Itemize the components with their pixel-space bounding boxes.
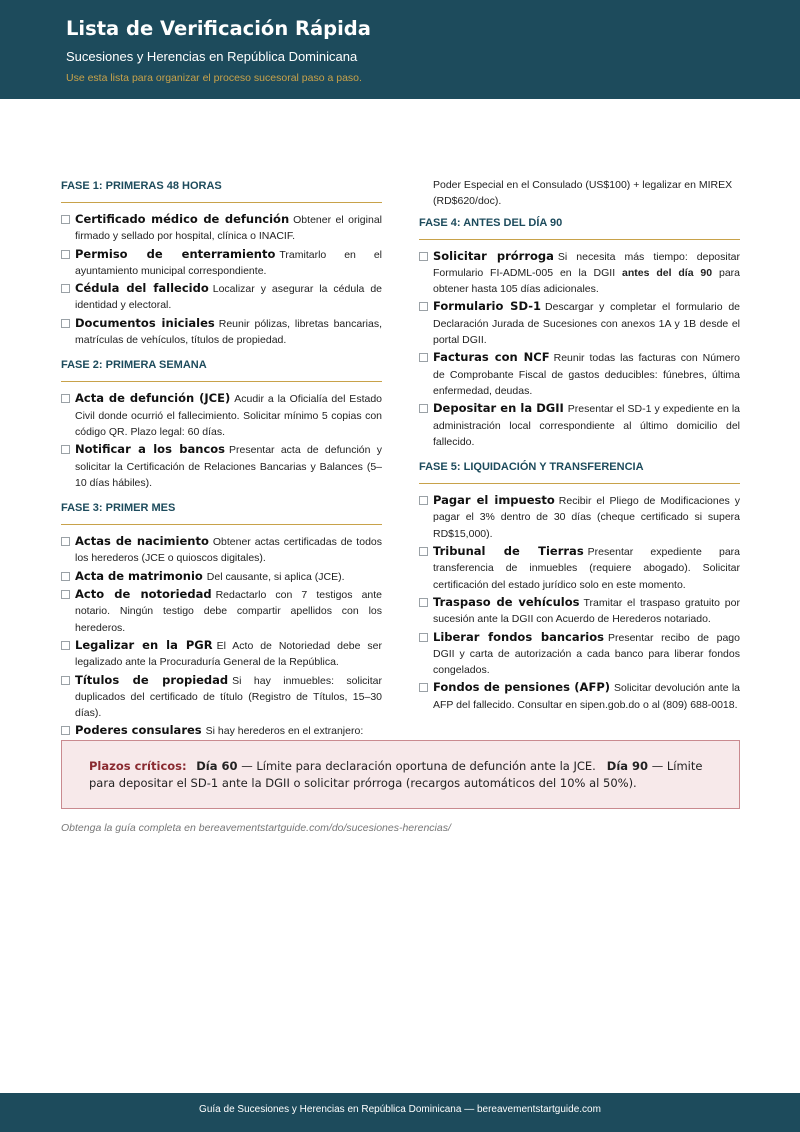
guide-link-note: Obtenga la guía completa en bereavementstartguide.com/do/sucesiones-herencias/ <box>61 822 451 834</box>
checklist-item <box>61 390 382 440</box>
checklist-item <box>419 594 740 628</box>
item-title: Pagar el impuesto <box>433 493 555 508</box>
checklist-item <box>61 315 382 349</box>
item-title: Liberar fondos bancarios <box>433 629 604 644</box>
item-description: Tramitar el traspaso gratuito por sucesión ante la DGII con Acuerdo de Herederos notariado. <box>433 596 740 626</box>
checklist-item <box>61 586 382 636</box>
checklist-item <box>61 533 382 567</box>
checkbox-icon[interactable] <box>419 496 428 505</box>
item-title: Títulos de propiedad <box>75 672 229 687</box>
item-description: Recibir el Pliego de Modificaciones y pagar el 3% dentro de 30 días (cheque certificado si supera RD$15,000). <box>433 495 741 540</box>
checklist-item <box>61 280 382 314</box>
checklist-item <box>419 298 740 348</box>
phase-1-heading: FASE 1: PRIMERAS 48 HORAS <box>61 177 382 203</box>
checklist-item <box>61 441 382 491</box>
phase-2-heading: FASE 2: PRIMERA SEMANA <box>61 356 382 382</box>
item-description: Localizar y asegurar la cédula de identidad y electoral. <box>75 283 382 312</box>
checkbox-icon[interactable] <box>419 547 428 556</box>
phase-3-heading: FASE 3: PRIMER MES <box>61 499 382 525</box>
item-description: Presentar acta de defunción y solicitar la Certificación de Relaciones Bancarias y Balances (5–10 días hábiles). <box>75 444 382 489</box>
checkbox-icon[interactable] <box>61 590 70 599</box>
checklist-item <box>419 679 740 713</box>
critical-label: Plazos críticos: <box>89 759 187 773</box>
item-title: Tribunal de Tierras <box>433 544 584 559</box>
checkbox-icon[interactable] <box>419 302 428 311</box>
checkbox-icon[interactable] <box>419 404 428 413</box>
item-title: Poderes consulares <box>75 723 202 738</box>
item-description: Obtener actas certificadas de todos los herederos (JCE o quioscos digitales). <box>75 536 382 565</box>
checkbox-icon[interactable] <box>61 676 70 685</box>
checkbox-icon[interactable] <box>61 726 70 735</box>
item-description: Tramitarlo en el ayuntamiento municipal correspondiente. <box>75 248 382 277</box>
item-description: Del causante, si aplica (JCE). <box>206 570 345 583</box>
checkbox-icon[interactable] <box>61 572 70 581</box>
checklist-item <box>61 211 382 245</box>
item-description: Si hay inmuebles: solicitar duplicados del certificado de título (Registro de Títulos, 15–30 días). <box>75 674 383 720</box>
deadline-day-60-text: — Límite para declaración oportuna de defunción ante la JCE. <box>241 759 596 773</box>
page-footer: Guía de Sucesiones y Herencias en República Dominicana — bereavementstartguide.com <box>0 1093 800 1132</box>
item-description: Si hay herederos en el extranjero: <box>205 725 364 738</box>
checklist-item <box>61 672 382 722</box>
critical-deadlines-box <box>61 740 740 809</box>
page-subtitle: Sucesiones y Herencias en República Dominicana <box>66 49 358 64</box>
item-description: Reunir pólizas, libretas bancarias, matrículas de vehículos, títulos de propiedad. <box>75 317 383 347</box>
checkbox-icon[interactable] <box>419 598 428 607</box>
item-title: Solicitar prórroga <box>433 248 554 263</box>
checkbox-icon[interactable] <box>419 353 428 362</box>
item-description: Presentar el SD-1 y expediente en la administración local correspondiente al último domicilio del fallecido. <box>433 403 741 448</box>
phase-4-heading: FASE 4: ANTES DEL DÍA 90 <box>419 214 740 240</box>
item-description: Reunir todas las facturas con Número de Comprobante Fiscal de gastos deducibles: fúnebres, última enfermedad, deudas. <box>433 352 740 397</box>
item-title: Actas de nacimiento <box>75 534 209 549</box>
item-description-emphasis: antes del día 90 <box>622 266 713 279</box>
checklist-item <box>61 568 382 585</box>
page-title: Lista de Verificación Rápida <box>66 17 371 40</box>
item-description: Solicitar devolución ante la AFP del fallecido. Consultar en sipen.gob.do o al (809) 688-0018. <box>433 682 740 711</box>
checklist-item <box>419 349 740 399</box>
item-description: El Acto de Notoriedad debe ser legalizado ante la Procuraduría General de la República. <box>75 639 382 669</box>
phase-4-list <box>419 248 740 451</box>
item-title: Depositar en la DGII <box>433 401 564 416</box>
item-description: Acudir a la Oficialía del Estado Civil donde ocurrió el fallecimiento. Solicitar mínimo 5 copias con código QR. Plazo legal: 60 días. <box>75 393 383 438</box>
checklist-item <box>419 543 740 593</box>
checklist-item <box>419 248 740 298</box>
right-column <box>419 177 740 721</box>
item-description: Descargar y completar el formulario de Declaración Jurada de Sucesiones con anexos 1A y 1B desde el portal DGII. <box>433 301 741 347</box>
item-title: Acta de matrimonio <box>75 568 203 583</box>
checklist-item <box>61 246 382 280</box>
checkbox-icon[interactable] <box>419 683 428 692</box>
item-title: Permiso de enterramiento <box>75 246 276 261</box>
item-description: Presentar recibo de pago DGII y carta de autorización a cada banco para liberar fondos congelados. <box>433 631 740 677</box>
item-title: Cédula del fallecido <box>75 281 209 296</box>
deadline-day-90: Día 90 <box>606 759 649 773</box>
checkbox-icon[interactable] <box>61 319 70 328</box>
checklist-item <box>419 492 740 542</box>
deadline-day-90-text: — Límite para depositar el SD-1 ante la DGII o solicitar prórroga (recargos automáticos del 10% al 50%). <box>89 759 703 790</box>
checklist-item <box>61 722 382 739</box>
item-title: Acto de notoriedad <box>75 587 212 602</box>
phase-1-list <box>61 211 382 348</box>
checkbox-icon[interactable] <box>419 252 428 261</box>
checkbox-icon[interactable] <box>61 215 70 224</box>
item-description: Obtener el original firmado y sellado por hospital, clínica o INACIF. <box>75 214 382 243</box>
item-continuation: Poder Especial en el Consulado (US$100) + legalizar en MIREX (RD$620/doc). <box>433 179 733 208</box>
item-title: Facturas con NCF <box>433 350 550 365</box>
checkbox-icon[interactable] <box>61 537 70 546</box>
checkbox-icon[interactable] <box>419 633 428 642</box>
page-header <box>0 0 800 99</box>
left-column <box>61 177 382 748</box>
item-title: Certificado médico de defunción <box>75 212 290 226</box>
checklist-item <box>419 629 740 679</box>
checkbox-icon[interactable] <box>61 250 70 259</box>
item-description-part: Si necesita más tiempo: depositar Formulario FI-ADML-005 en la DGII <box>433 250 740 279</box>
deadline-day-60: Día 60 <box>196 759 238 773</box>
item-title: Legalizar en la PGR <box>75 637 213 652</box>
phase-2-list <box>61 390 382 491</box>
checkbox-icon[interactable] <box>61 284 70 293</box>
item-title: Traspaso de vehículos <box>433 594 580 609</box>
item-title: Notificar a los bancos <box>75 442 226 457</box>
checkbox-icon[interactable] <box>61 445 70 454</box>
phase-5-list <box>419 492 740 713</box>
item-title: Acta de defunción (JCE) <box>75 391 231 406</box>
phase-3-list <box>61 533 382 740</box>
checkbox-icon[interactable] <box>61 641 70 650</box>
checklist-item <box>61 637 382 671</box>
header-note: Use esta lista para organizar el proceso sucesoral paso a paso. <box>66 72 362 84</box>
checklist-item <box>419 400 740 450</box>
item-title: Formulario SD-1 <box>433 299 541 314</box>
item-title: Fondos de pensiones (AFP) <box>433 680 611 695</box>
phase-5-heading: FASE 5: LIQUIDACIÓN Y TRANSFERENCIA <box>419 458 740 484</box>
item-description: Presentar expediente para transferencia de inmuebles (requiere abogado). Solicitar certificación del estado jurídico solo en este momento. <box>433 546 741 591</box>
item-description: Redactarlo con 7 testigos ante notario. Ningún testigo debe compartir apellidos con los herederos. <box>75 589 382 634</box>
item-title: Documentos iniciales <box>75 315 215 330</box>
checkbox-icon[interactable] <box>61 394 70 403</box>
item-description-part: para obtener hasta 105 días adicionales. <box>433 266 741 296</box>
